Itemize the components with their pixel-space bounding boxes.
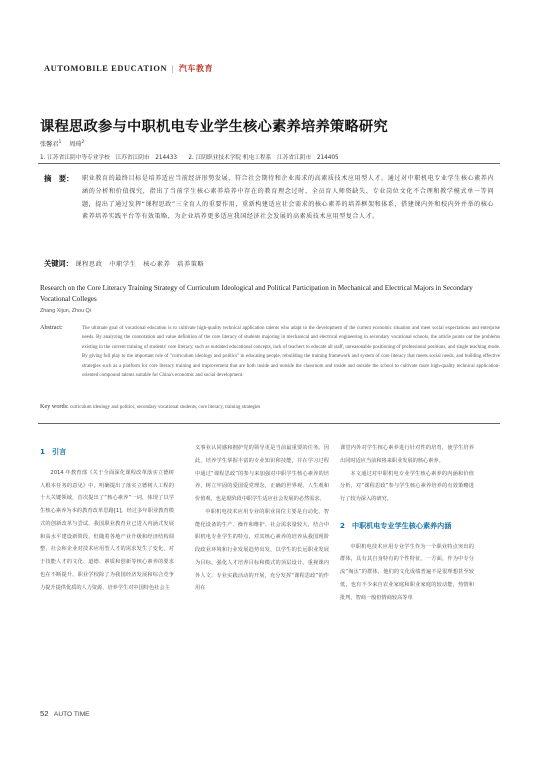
keywords-en-label: Key words: — [40, 403, 69, 410]
authors-en: Zhang Xijun, Zhou Qi — [40, 308, 91, 314]
footer-journal: AUTO TIME — [53, 711, 90, 718]
body-paragraph: 本文通过对中职机电专业学生核心素养的内涵和价值分析，对“课程思政”参与学生核心素养培养的有效策略进行了较为深入的研究。 — [340, 470, 474, 502]
body-paragraph: 中职机电技术应用专业的职业岗位主要是自动化、智能化设备的生产、操作和维护、社会需求量较大，结合中职机电专业学生的特点，对其核心素养的培养从我国现阶段政业环境和行业发展趋势出发，以学生的长远职业发展为目标，强化人才培养目标和模式的顶层设计，重视课内外人文、专业实践活动的开展，充分发挥“课程思政”的作用在 — [195, 508, 329, 592]
page-footer — [40, 709, 90, 718]
abstract-cn-text: 职业教育的最终目标是培养适应当前经济形势发展、符合社会期待和企业需求的高素质技术应用型人才。通过对中职机电专业学生核心素养内涵的分析和价值探究，指出了当前学生核心素养培养中存在的教育理念过时、全员育人师资缺失、专业岗位文化不合理和教学模式单一等问题，提出了通过发挥“课程思政”三全育人的重要作用，重新构建适应社会需求的核心素养的培养框架和体系，搭建课内外和校内外并举的核心素养培养实践平台等有效策略，为企业培养更多适应我国经济社会发展的高素质技术应用型复合人才。 — [82, 175, 494, 221]
author-2-affil-mark: 2 — [81, 139, 85, 144]
affiliations: 1. 江苏省江阴中等专业学校 江苏省江阴市 214433 2. 江阴职业技术学院 机电工程系 江苏省江阴市 214405 — [40, 155, 339, 161]
journal-name: AUTOMOBILE EDUCATION — [44, 64, 168, 73]
header-separator: | — [171, 64, 175, 73]
section-heading-core-literacy: 2 中职机电专业学生核心素养内涵 — [340, 520, 452, 530]
body-paragraph: 2014 年教育部《关于全面深化课程改革落实立德树人根本任务的意见》中，明确提出了落实立德树人工程的十大关键领域，首次提出了“核心素养”一词，体现了以学生核心素养为本的教育改革思路[1]。经过多年职业教育模式的创新改革与尝试，我国职业教育业已进入内涵式发展和高水平建设新阶段，但随着各地产业升级和经济结构调整，社会和企业对技术应用型人才的需求发生了变化，对于技能人才的文化、道德、素质和创新等核心素养的要求也在不断提升。职业学校除了为我国经济发展和综合竞争力提升提供优质的人力资源，培养学生对中国特色社会主 — [40, 469, 174, 591]
author-1-affil-mark: 1 — [58, 139, 62, 144]
author-1: 张馨君 — [40, 141, 59, 149]
keywords-en-text: curriculum ideology and politics, secondary vocational students, core literacy, training strategies — [69, 405, 261, 410]
journal-header — [44, 63, 213, 74]
divider-top — [38, 163, 500, 164]
author-2: 周琦 — [69, 141, 82, 149]
section-heading-introduction: 1 引言 — [40, 447, 67, 456]
keywords-en — [40, 403, 260, 410]
body-column-2 — [195, 442, 329, 595]
body-paragraph: 中职机电技术应用专业学生作为一个职业特点突出的群体，具有其自身特有的个性特征。一方面，作为中专分流“淘汰”的群体，他们的文化成绩普遍不是很理想甚至较低，也有不少来自农业家庭和职业家庭的较动能，热情和批判，智商一般但情商较高等单 — [340, 543, 474, 601]
article-title-cn: 课程思政参与中职机电专业学生核心素养培养策略研究 — [40, 119, 388, 135]
article-title-en: Research on the Core Literacy Training Strategy of Curriculum Ideological and Political Participation in Mechanical and Electrical Majors in Secondary Vocational Colleges — [40, 284, 473, 304]
keywords-cn-label: 关键词： — [44, 259, 73, 268]
body-paragraph: 义事业认同感和拥护党的领导更是当前最重要的任务。因此，培养学生掌握丰富的专业知识和技能，并在学习过程中通过“课程思政”的参与来加强对中职学生核心素养的培养，树立牢固的爱国爱党理念，正确的世界观、人生观和价值观，也是現阶段中职学生适应社会发展的必然需求。 — [195, 445, 329, 502]
abstract-en-label: Abstract: — [40, 324, 63, 331]
keywords-cn — [44, 259, 204, 269]
body-column-1 — [40, 442, 174, 594]
keywords-cn-text: 课程思政 中职学生 核心素养 培养策略 — [75, 261, 205, 268]
abstract-cn-label: 摘 要： — [44, 174, 74, 183]
abstract-en-text: The ultimate goal of vocational education is to cultivate high-quality technical application talents who adapt to the development of the current economic situation and meet social expectations and enterprise needs. By analyzing the connotation and value definition of the core literacy of students majoring in mechanical and electrical engineering in secondary vocational schools, the article points out the problems existing in the current training of students' core literacy, such as outdated educational concepts, lack of teachers to educate all staff, unreasonable positioning of professional positions, and single teaching mode. By giving full play to the important role of "curriculum ideology and politics" in educating people, rebuilding the training framework and system of core literacy that meets social needs, and building effective strategies such as a platform for core literacy training and improvement that are both inside and outside the classroom and inside and outside the school to cultivate more high-quality technical application-oriented compound talents suitable for China's economic and social development. — [82, 326, 500, 379]
authors-cn — [40, 139, 84, 148]
divider-bottom — [38, 423, 500, 424]
page-number: 52 — [40, 709, 49, 718]
body-column-3 — [340, 442, 474, 604]
section-name: 汽车教育 — [178, 64, 214, 73]
body-paragraph: 课堂内外对学生核心素养进行针对性的培育，使学生培养出同时适应当前和将来职业发展的核心素养。 — [340, 445, 474, 464]
